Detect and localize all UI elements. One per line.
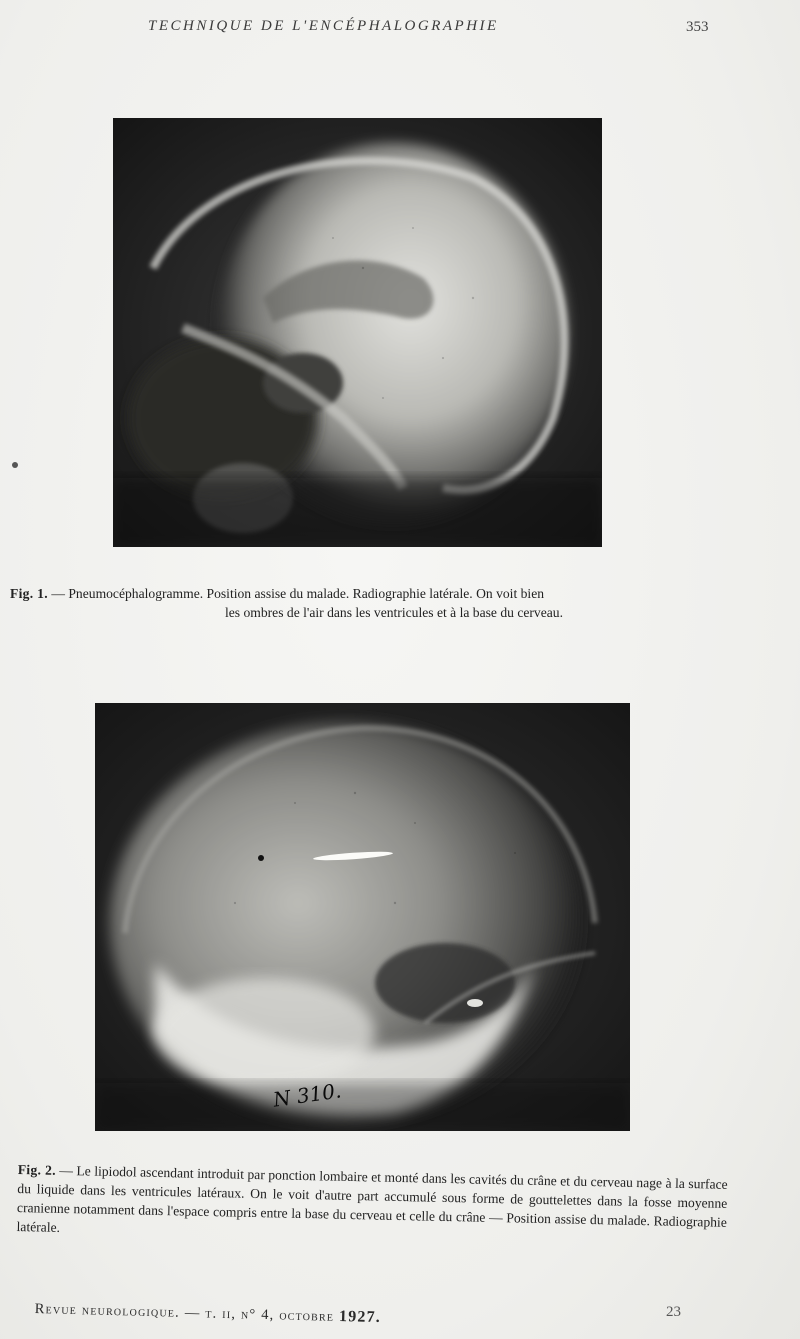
figure-1-caption bbox=[10, 584, 720, 622]
figure-2-caption-text: — Le lipiodol ascendant introduit par ponction lombaire et monté dans les cavités du crâne et du cerveau nage à la surface du liquide dans les ventricules latéraux. On le voit d'autre part accumulé sous forme de gouttelettes dans la fosse moyenne cranienne notamment dans l'espace compris entre la base du cerveau et celle du crâne — Position assise du malade. Radiographie latérale. bbox=[16, 1162, 728, 1235]
figure-2-label: Fig. 2. bbox=[17, 1161, 57, 1178]
page-number: 353 bbox=[686, 19, 709, 35]
signature-mark: 23 bbox=[666, 1304, 681, 1320]
figure-1-radiograph bbox=[113, 118, 602, 547]
plate-number-annotation: N 310. bbox=[271, 1078, 343, 1112]
journal-year: 1927. bbox=[338, 1307, 382, 1327]
running-footer bbox=[0, 1300, 800, 1330]
figure-2-radiograph bbox=[95, 703, 630, 1131]
journal-name: Revue neurologique. — t. ii, n° 4, octobre bbox=[34, 1300, 340, 1325]
stray-ink-mark bbox=[12, 462, 18, 468]
figure-1-caption-text-1: — Pneumocéphalogramme. Position assise du malade. Radiographie latérale. On voit bien bbox=[47, 586, 545, 601]
running-header bbox=[0, 18, 800, 42]
figure-1-caption-text-2: les ombres de l'air dans les ventricules et à la base du cerveau. bbox=[224, 605, 563, 620]
journal-citation bbox=[35, 1300, 382, 1327]
figure-2-caption bbox=[16, 1160, 727, 1251]
figure-1-label: Fig. 1. bbox=[10, 586, 48, 601]
running-title: TECHNIQUE DE L'ENCÉPHALOGRAPHIE bbox=[148, 18, 499, 34]
